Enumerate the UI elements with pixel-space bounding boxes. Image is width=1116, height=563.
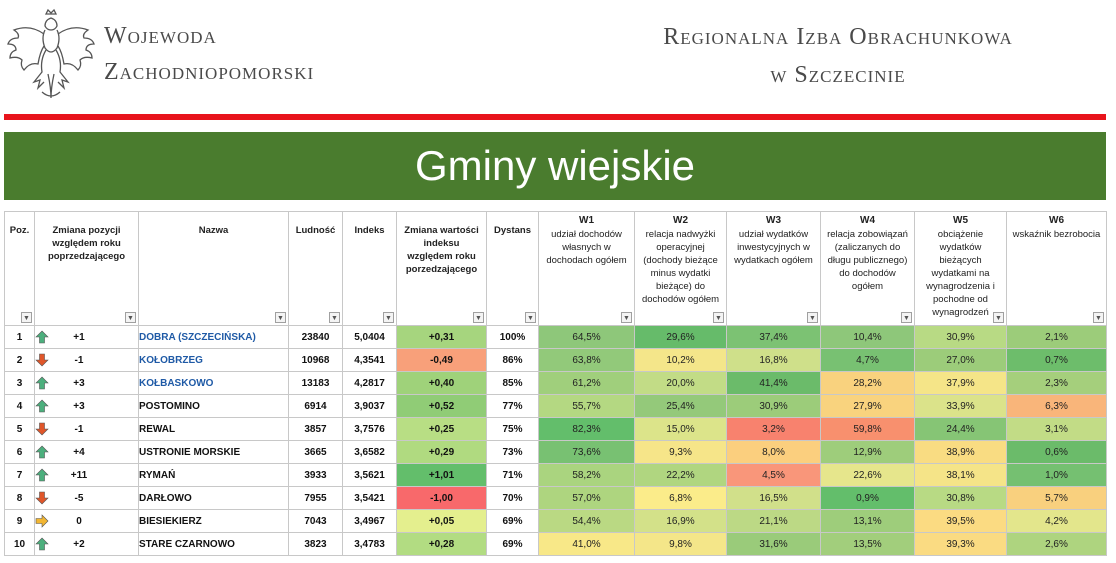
col-w1-desc: udział dochodów własnych w dochodach ogółem: [546, 229, 627, 266]
cell-w4: 0,9%: [821, 487, 915, 510]
cell-indeks: 3,5421: [343, 487, 397, 510]
cell-ludnosc: 23840: [289, 326, 343, 349]
cell-w6: 0,7%: [1007, 349, 1107, 372]
cell-w1: 54,4%: [539, 510, 635, 533]
cell-indeks: 4,3541: [343, 349, 397, 372]
cell-zmiana-pozycji: [35, 533, 139, 556]
col-w6: [1007, 212, 1107, 326]
col-w3-title: W3: [766, 215, 781, 226]
col-w3: [727, 212, 821, 326]
cell-w2: 9,8%: [635, 533, 727, 556]
cell-nazwa: BIESIEKIERZ: [139, 510, 289, 533]
cell-poz: 4: [5, 395, 35, 418]
col-indeks-label: Indeks: [354, 225, 385, 236]
cell-w1: 41,0%: [539, 533, 635, 556]
cell-zmiana-indeksu: +0,40: [397, 372, 487, 395]
cell-poz: 2: [5, 349, 35, 372]
cell-dystans: 85%: [487, 372, 539, 395]
cell-zmiana-indeksu: +0,29: [397, 441, 487, 464]
cell-nazwa: STARE CZARNOWO: [139, 533, 289, 556]
cell-zmiana-indeksu: +0,52: [397, 395, 487, 418]
cell-indeks: 4,2817: [343, 372, 397, 395]
cell-w6: 2,1%: [1007, 326, 1107, 349]
col-poz-label: Poz.: [9, 225, 30, 236]
cell-zmiana-indeksu: +0,28: [397, 533, 487, 556]
filter-dropdown-icon[interactable]: ▼: [329, 312, 340, 323]
table-header-row: [5, 212, 1107, 326]
cell-w6: 0,6%: [1007, 441, 1107, 464]
red-divider: [4, 114, 1106, 120]
cell-w5: 39,5%: [915, 510, 1007, 533]
col-w4-desc: relacja zobowiązań (zaliczanych do długu publicznego) do dochodów ogółem: [827, 229, 908, 292]
polish-eagle-emblem-icon: [6, 8, 96, 104]
col-nazwa: [139, 212, 289, 326]
cell-w6: 6,3%: [1007, 395, 1107, 418]
filter-dropdown-icon[interactable]: ▼: [713, 312, 724, 323]
col-w2: [635, 212, 727, 326]
cell-w3: 31,6%: [727, 533, 821, 556]
filter-dropdown-icon[interactable]: ▼: [125, 312, 136, 323]
change-value: +2: [73, 538, 85, 550]
cell-w5: 30,8%: [915, 487, 1007, 510]
cell-indeks: 3,5621: [343, 464, 397, 487]
rio-title-line2: w Szczecinie: [770, 62, 906, 88]
cell-zmiana-indeksu: -1,00: [397, 487, 487, 510]
cell-nazwa[interactable]: KOŁOBRZEG: [139, 349, 289, 372]
table-row[interactable]: [5, 349, 1107, 372]
col-ludnosc: [289, 212, 343, 326]
col-ludnosc-label: Ludność: [295, 225, 336, 236]
wojewoda-title-line1: Wojewoda: [104, 23, 217, 49]
col-nazwa-label: Nazwa: [198, 225, 229, 236]
cell-w2: 9,3%: [635, 441, 727, 464]
table-row[interactable]: [5, 464, 1107, 487]
cell-zmiana-indeksu: +0,05: [397, 510, 487, 533]
cell-w5: 24,4%: [915, 418, 1007, 441]
table-body: [5, 326, 1107, 556]
cell-zmiana-pozycji: [35, 395, 139, 418]
cell-indeks: 3,6582: [343, 441, 397, 464]
table-row[interactable]: [5, 510, 1107, 533]
cell-dystans: 77%: [487, 395, 539, 418]
cell-dystans: 70%: [487, 487, 539, 510]
cell-nazwa[interactable]: DOBRA (SZCZECIŃSKA): [139, 326, 289, 349]
cell-w4: 10,4%: [821, 326, 915, 349]
col-w1: [539, 212, 635, 326]
col-w2-desc: relacja nadwyżki operacyjnej (dochody bieżące minus wydatki bieżące) do dochodów ogółem: [641, 229, 720, 305]
cell-w1: 73,6%: [539, 441, 635, 464]
table-row[interactable]: [5, 441, 1107, 464]
filter-dropdown-icon[interactable]: ▼: [525, 312, 536, 323]
col-zmiana-pozycji: [35, 212, 139, 326]
wojewoda-title-line2: Zachodniopomorski: [104, 59, 315, 85]
filter-dropdown-icon[interactable]: ▼: [1093, 312, 1104, 323]
cell-ludnosc: 10968: [289, 349, 343, 372]
cell-ludnosc: 7955: [289, 487, 343, 510]
cell-w3: 16,8%: [727, 349, 821, 372]
col-zmiana-indeksu-label: Zmiana wartości indeksu względem roku porzedzającego: [404, 225, 479, 275]
cell-w3: 37,4%: [727, 326, 821, 349]
cell-nazwa: POSTOMINO: [139, 395, 289, 418]
arrow-up-icon: [35, 445, 49, 459]
cell-w2: 20,0%: [635, 372, 727, 395]
cell-w3: 4,5%: [727, 464, 821, 487]
cell-w5: 33,9%: [915, 395, 1007, 418]
cell-nazwa[interactable]: KOŁBASKOWO: [139, 372, 289, 395]
cell-w3: 30,9%: [727, 395, 821, 418]
cell-zmiana-pozycji: [35, 418, 139, 441]
rio-title: [560, 18, 1116, 94]
cell-zmiana-pozycji: [35, 510, 139, 533]
table-row[interactable]: [5, 395, 1107, 418]
change-value: 0: [76, 515, 82, 527]
table-row[interactable]: [5, 372, 1107, 395]
table-row[interactable]: [5, 487, 1107, 510]
cell-ludnosc: 3933: [289, 464, 343, 487]
cell-dystans: 86%: [487, 349, 539, 372]
page-header: [0, 0, 1116, 112]
change-value: -1: [74, 423, 84, 435]
cell-indeks: 3,4783: [343, 533, 397, 556]
cell-w4: 28,2%: [821, 372, 915, 395]
cell-poz: 9: [5, 510, 35, 533]
cell-poz: 1: [5, 326, 35, 349]
cell-dystans: 69%: [487, 510, 539, 533]
cell-w3: 3,2%: [727, 418, 821, 441]
col-w4-title: W4: [860, 215, 875, 226]
rio-title-line1: Regionalna Izba Obrachunkowa: [663, 24, 1013, 50]
cell-w5: 30,9%: [915, 326, 1007, 349]
cell-zmiana-indeksu: +1,01: [397, 464, 487, 487]
cell-w3: 21,1%: [727, 510, 821, 533]
cell-w5: 38,9%: [915, 441, 1007, 464]
col-w3-desc: udział wydatków inwestycyjnych w wydatkach ogółem: [734, 229, 813, 266]
cell-zmiana-indeksu: +0,31: [397, 326, 487, 349]
col-zmiana-pozycji-label: Zmiana pozycji względem roku poprzedzającego: [47, 225, 126, 262]
cell-ludnosc: 3665: [289, 441, 343, 464]
cell-w6: 4,2%: [1007, 510, 1107, 533]
cell-w1: 82,3%: [539, 418, 635, 441]
arrow-right-icon: [35, 514, 49, 528]
cell-w2: 25,4%: [635, 395, 727, 418]
cell-w2: 15,0%: [635, 418, 727, 441]
col-w5: [915, 212, 1007, 326]
col-w1-title: W1: [579, 215, 594, 226]
cell-indeks: 3,9037: [343, 395, 397, 418]
cell-w4: 59,8%: [821, 418, 915, 441]
cell-zmiana-pozycji: [35, 441, 139, 464]
col-poz: [5, 212, 35, 326]
cell-zmiana-indeksu: -0,49: [397, 349, 487, 372]
cell-w5: 38,1%: [915, 464, 1007, 487]
cell-poz: 6: [5, 441, 35, 464]
cell-poz: 8: [5, 487, 35, 510]
change-value: -5: [74, 492, 84, 504]
filter-dropdown-icon[interactable]: ▼: [621, 312, 632, 323]
cell-w4: 12,9%: [821, 441, 915, 464]
arrow-up-icon: [35, 537, 49, 551]
filter-dropdown-icon[interactable]: ▼: [383, 312, 394, 323]
cell-w1: 55,7%: [539, 395, 635, 418]
change-value: +3: [73, 400, 85, 412]
cell-ludnosc: 6914: [289, 395, 343, 418]
cell-zmiana-pozycji: [35, 487, 139, 510]
cell-indeks: 3,7576: [343, 418, 397, 441]
cell-poz: 10: [5, 533, 35, 556]
table-row[interactable]: [5, 533, 1107, 556]
cell-zmiana-pozycji: [35, 349, 139, 372]
filter-dropdown-icon[interactable]: ▼: [275, 312, 286, 323]
arrow-up-icon: [35, 399, 49, 413]
cell-dystans: 73%: [487, 441, 539, 464]
change-value: +3: [73, 377, 85, 389]
col-zmiana-indeksu: [397, 212, 487, 326]
cell-w3: 8,0%: [727, 441, 821, 464]
table-row[interactable]: [5, 418, 1107, 441]
col-indeks: [343, 212, 397, 326]
change-value: +11: [70, 469, 88, 481]
cell-zmiana-pozycji: [35, 326, 139, 349]
cell-w6: 1,0%: [1007, 464, 1107, 487]
col-w2-title: W2: [673, 215, 688, 226]
cell-w2: 10,2%: [635, 349, 727, 372]
col-w6-title: W6: [1049, 215, 1064, 226]
cell-w2: 6,8%: [635, 487, 727, 510]
cell-w1: 63,8%: [539, 349, 635, 372]
cell-zmiana-indeksu: +0,25: [397, 418, 487, 441]
cell-w4: 13,1%: [821, 510, 915, 533]
cell-w2: 22,2%: [635, 464, 727, 487]
change-value: -1: [74, 354, 84, 366]
wojewoda-title: [104, 18, 464, 90]
cell-w4: 27,9%: [821, 395, 915, 418]
cell-ludnosc: 3857: [289, 418, 343, 441]
cell-w5: 39,3%: [915, 533, 1007, 556]
cell-dystans: 100%: [487, 326, 539, 349]
cell-w2: 16,9%: [635, 510, 727, 533]
filter-dropdown-icon[interactable]: ▼: [901, 312, 912, 323]
cell-w6: 2,3%: [1007, 372, 1107, 395]
cell-w6: 2,6%: [1007, 533, 1107, 556]
cell-nazwa: RYMAŃ: [139, 464, 289, 487]
cell-w1: 64,5%: [539, 326, 635, 349]
section-banner: Gminy wiejskie: [4, 132, 1106, 200]
cell-w6: 3,1%: [1007, 418, 1107, 441]
arrow-up-icon: [35, 376, 49, 390]
col-w4: [821, 212, 915, 326]
cell-w3: 16,5%: [727, 487, 821, 510]
cell-dystans: 69%: [487, 533, 539, 556]
col-dystans: [487, 212, 539, 326]
cell-ludnosc: 13183: [289, 372, 343, 395]
cell-dystans: 75%: [487, 418, 539, 441]
cell-w4: 22,6%: [821, 464, 915, 487]
col-dystans-label: Dystans: [494, 225, 531, 236]
cell-zmiana-pozycji: [35, 464, 139, 487]
arrow-down-icon: [35, 422, 49, 436]
cell-indeks: 3,4967: [343, 510, 397, 533]
cell-w3: 41,4%: [727, 372, 821, 395]
cell-dystans: 71%: [487, 464, 539, 487]
cell-w1: 58,2%: [539, 464, 635, 487]
arrow-up-icon: [35, 330, 49, 344]
cell-w1: 57,0%: [539, 487, 635, 510]
cell-zmiana-pozycji: [35, 372, 139, 395]
cell-w5: 37,9%: [915, 372, 1007, 395]
filter-dropdown-icon[interactable]: ▼: [473, 312, 484, 323]
col-w5-desc: obciążenie wydatków bieżących wydatkami na wynagrodzenia i pochodne od wynagrodzeń: [926, 229, 995, 318]
filter-dropdown-icon[interactable]: ▼: [993, 312, 1004, 323]
arrow-up-icon: [35, 468, 49, 482]
col-w5-title: W5: [953, 215, 968, 226]
cell-w5: 27,0%: [915, 349, 1007, 372]
cell-ludnosc: 7043: [289, 510, 343, 533]
change-value: +1: [73, 331, 85, 343]
cell-nazwa: DARŁOWO: [139, 487, 289, 510]
cell-poz: 7: [5, 464, 35, 487]
ranking-table: [4, 211, 1107, 556]
cell-poz: 3: [5, 372, 35, 395]
cell-w1: 61,2%: [539, 372, 635, 395]
cell-indeks: 5,0404: [343, 326, 397, 349]
cell-w2: 29,6%: [635, 326, 727, 349]
cell-ludnosc: 3823: [289, 533, 343, 556]
table-row[interactable]: [5, 326, 1107, 349]
filter-dropdown-icon[interactable]: ▼: [21, 312, 32, 323]
cell-nazwa: USTRONIE MORSKIE: [139, 441, 289, 464]
col-w6-desc: wskaźnik bezrobocia: [1012, 229, 1101, 240]
cell-w4: 4,7%: [821, 349, 915, 372]
filter-dropdown-icon[interactable]: ▼: [807, 312, 818, 323]
cell-w4: 13,5%: [821, 533, 915, 556]
arrow-down-icon: [35, 353, 49, 367]
cell-nazwa: REWAL: [139, 418, 289, 441]
arrow-down-icon: [35, 491, 49, 505]
cell-poz: 5: [5, 418, 35, 441]
cell-w6: 5,7%: [1007, 487, 1107, 510]
change-value: +4: [73, 446, 85, 458]
